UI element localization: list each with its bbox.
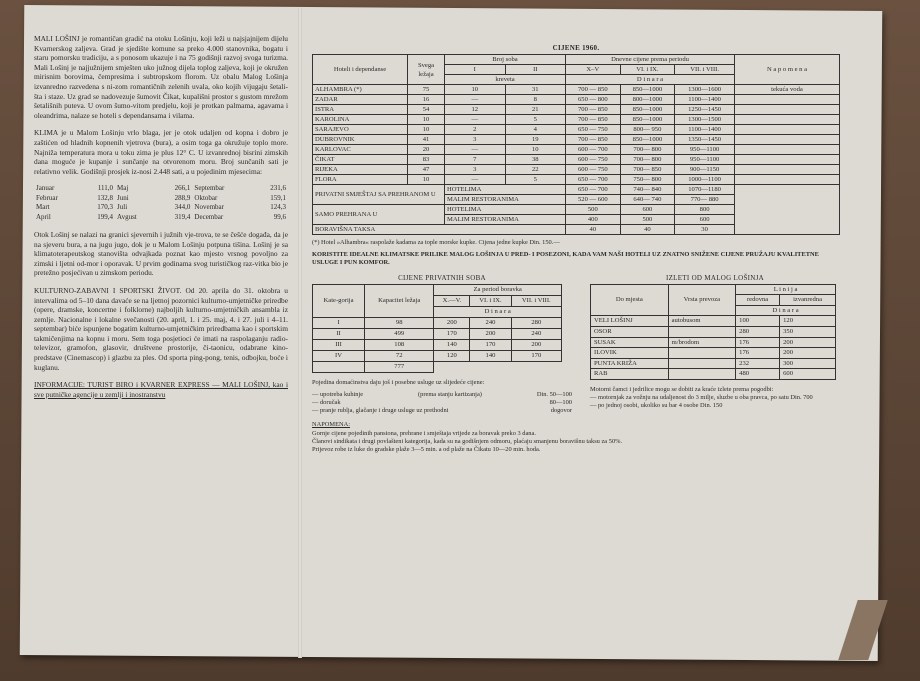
- hotel-row: [313, 135, 840, 145]
- capacity: 98: [365, 317, 434, 328]
- hotel-note: [735, 125, 840, 135]
- col-category: Kate-gorija: [313, 284, 365, 317]
- private-row-label: HOTELIMA: [445, 185, 566, 195]
- rooms-note: Pojedina domaćinstva daju još i posebne usluge uz slijedeće cijene:: [312, 378, 485, 386]
- price-extra: 300: [780, 358, 836, 369]
- hotel-note: [735, 95, 840, 105]
- napomena-block: [312, 421, 840, 454]
- service-price: Din. 50—100: [536, 390, 572, 398]
- price-regular: 100: [736, 316, 780, 327]
- hotel-note: [735, 135, 840, 145]
- half-row-value: 600: [620, 205, 675, 215]
- price-regular: 176: [736, 337, 780, 348]
- hotel-note: [735, 155, 840, 165]
- col-rooms-dinara: D i n a r a: [434, 306, 562, 317]
- price-regular: 232: [736, 358, 780, 369]
- private-row-value: 650 — 700: [566, 185, 621, 195]
- hotel-note: [735, 165, 840, 175]
- rooms-2: 31: [505, 85, 566, 95]
- climate-paragraph: KLIMA je u Malom Lošinju vrlo blaga, jer je otok udaljen od kopna i dobro je zaštićen od hladnih kopnenih vjetrova (bura), a osim toga ga okružuje toplo more. Najniža temperatura mora u toku zima je plus 12° C. U izvanrednoj bisrini zimskih dana moguće je kupanje i sunčanje na otvorenom moru. Broj sunčanih sati je relativno velik. Godišnji prosjek iz-nosi 2.448 sati, a u pojedinim mjesecima:: [34, 128, 288, 176]
- location-paragraph: Otok Lošinj se nalazi na granici sjevernih i južnih vje-trova, te se češće događa, da je na sjeveru bura, a na jugu jugo, dok je u Malom Lošinju potpuna tišina. Lošinj je sa klimatoterapeutskog stanovišta odvajkada poznat kao mjesto vrsnog povoljno za zimski i ljetni od-mor i oporavak. U prvim godinama svog turističkog raz-vitka bio je pretežno posjećivan u zimskom periodu.: [34, 229, 288, 278]
- room-row: [313, 317, 562, 328]
- boat-note: Motorni čamci i jedrilice mogu se dobiti za kraće izlete prema pogodbi:: [590, 385, 774, 393]
- price-mid: 800—1000: [620, 95, 675, 105]
- month-name: Oktobar: [194, 193, 218, 202]
- prices-caption: CIJENE 1960.: [552, 44, 600, 52]
- price-low: 650 — 800: [566, 95, 621, 105]
- sunshine-hours: 132,8: [97, 193, 114, 202]
- rooms-2: 8: [505, 95, 566, 105]
- price-mid: 850—1000: [620, 115, 675, 125]
- hotel-note: [735, 175, 840, 185]
- price-high: 1100—1400: [675, 125, 735, 135]
- price-low: 650 — 700: [566, 175, 621, 185]
- col-trips-dinara: D i n a r a: [736, 305, 836, 316]
- rooms-1: 3: [445, 135, 506, 145]
- trips-caption: IZLETI OD MALOG LOŠINJA: [665, 273, 765, 282]
- price-low: 140: [434, 339, 470, 350]
- trip-row: [591, 358, 836, 369]
- half-row-value: 600: [675, 215, 735, 225]
- price-low: 650 — 750: [566, 125, 621, 135]
- room-row: [313, 328, 562, 339]
- beds: 54: [408, 105, 445, 115]
- price-low: 120: [434, 350, 470, 361]
- destination: SUSAK: [591, 337, 669, 348]
- month-name: Mart: [36, 203, 50, 212]
- price-mid: 170: [470, 339, 511, 350]
- capacity: 72: [365, 350, 434, 361]
- price-high: 1350—1450: [675, 135, 735, 145]
- price-high: 1100—1400: [675, 95, 735, 105]
- hotel-name: SARAJEVO: [313, 125, 408, 135]
- price-extra: 200: [780, 337, 836, 348]
- sunshine-table: [34, 184, 288, 222]
- half-row-value: 500: [620, 215, 675, 225]
- hotel-name: FLORA: [313, 175, 408, 185]
- category: III: [313, 339, 365, 350]
- month-name: Maj: [117, 184, 129, 193]
- rooms-total-row: [313, 361, 562, 372]
- hotel-row: [313, 95, 840, 105]
- rooms-total: 777: [365, 361, 434, 372]
- category: IV: [313, 350, 365, 361]
- month-name: Novembar: [194, 203, 224, 212]
- beds: 10: [408, 125, 445, 135]
- private-row-label: MALIM RESTORANIMA: [445, 195, 566, 205]
- price-high: 1250—1450: [675, 105, 735, 115]
- price-high: 200: [511, 339, 561, 350]
- month-name: Decembar: [194, 212, 224, 221]
- price-low: 600 — 750: [566, 165, 621, 175]
- col-regular: redovna: [736, 295, 780, 306]
- col-period-2: VI. i IX.: [620, 65, 675, 75]
- right-column: [312, 44, 840, 454]
- category: II: [313, 328, 365, 339]
- price-extra: 200: [780, 348, 836, 359]
- trip-row: [591, 316, 836, 327]
- note-empty: [735, 185, 840, 235]
- service-item: [312, 407, 572, 415]
- trip-row: [591, 337, 836, 348]
- info-paragraph: INFORMACIJE: TURIST BIRO i KVARNER EXPRESS — MALI LOŠINJ, kao i sve putničke agencije u zemlji i inostranstvu: [34, 380, 288, 399]
- beds: 75: [408, 85, 445, 95]
- tax-value: 40: [620, 225, 675, 235]
- rooms-2: 5: [505, 115, 566, 125]
- hotel-row: [313, 85, 840, 95]
- col-capacity: Kapacitet ležaja: [365, 284, 434, 317]
- rooms-2: 10: [505, 145, 566, 155]
- private-label: PRIVATNI SMJEŠTAJ SA PREHRANOM U: [313, 185, 445, 205]
- price-extra: 120: [780, 316, 836, 327]
- category: I: [313, 317, 365, 328]
- month-name: April: [36, 212, 51, 221]
- col-period-3: VII. i VIII.: [675, 65, 735, 75]
- rooms-2: 4: [505, 125, 566, 135]
- price-low: 600 — 750: [566, 155, 621, 165]
- half-row-label: HOTELIMA: [445, 205, 566, 215]
- sunshine-hours: 170,3: [97, 203, 114, 212]
- sunshine-hours: 99,6: [273, 212, 286, 221]
- private-row-value: 520 — 600: [566, 195, 621, 205]
- destination: RAB: [591, 369, 669, 380]
- col-kreveta: kreveta: [445, 75, 566, 85]
- hotel-name: ISTRA: [313, 105, 408, 115]
- napomena-line: Članovi sindikata i drugi povlašteni kategorija, kada su na godišnjem odmoru, plaćaju smanjenu boravišnu taksu za 50%.: [312, 437, 623, 445]
- hotel-name: ZADAR: [313, 95, 408, 105]
- month-name: Septembar: [194, 184, 225, 193]
- hotel-name: KAROLINA: [313, 115, 408, 125]
- total-spacer: [313, 361, 365, 372]
- col-period-1: X–V: [566, 65, 621, 75]
- price-high: 950—1100: [675, 145, 735, 155]
- price-mid: 850—1000: [620, 135, 675, 145]
- service-item: [312, 399, 572, 407]
- month-name: Juni: [117, 193, 129, 202]
- culture-paragraph: KULTURNO-ZABAVNI I SPORTSKI ŽIVOT. Od 20. aprila do 31. oktobra u intervalima od 5–10 dana davaće se na ljetnoj pozornici kulturno-umjetničke priredbe (opere, dramske, koncertne i folklorne) najboljih kulturno-umjetničkih ansambla iz zemlje. Nacionalne i lokalne svečanosti (20. april, 1. i 25. maj, 4. i 27. juli i 4–11. septembar) biće ispunjene bogatim kulturno-umjetničkim priredbama kao i sportskim takmičenjima na kopnu i moru. Sem toga posjetioci će imati na raspolaganju radio-televizor, gramofon, glasovir, društvene prostorije, či-taonicu, odabrane kino-predstave (Cinemascop) i glazbu za ples. Od sporta ping-pong, tenis, odbojku, boće i kuglanu.: [34, 285, 288, 372]
- destination: OSOR: [591, 326, 669, 337]
- room-row: [313, 339, 562, 350]
- transport: [668, 369, 736, 380]
- col-rooms-p2: VI. i IX.: [470, 295, 511, 306]
- hotel-note: [735, 115, 840, 125]
- col-extra: izvanredna: [780, 295, 836, 306]
- sunshine-hours: 199,4: [97, 212, 114, 221]
- rooms-1: —: [445, 145, 506, 155]
- napomena-line: Prijevoz robe iz luke do gradske plaže 3—5 min. a od plaže na Čikatu 10—20 min. hoda.: [312, 446, 541, 454]
- half-row-value: 400: [566, 215, 621, 225]
- price-low: 170: [434, 328, 470, 339]
- climate-row: [34, 184, 288, 193]
- price-mid: 240: [470, 317, 511, 328]
- price-mid: 800— 950: [620, 125, 675, 135]
- price-low: 200: [434, 317, 470, 328]
- intro-paragraph: MALI LOŠINJ je romantičan gradić na otoku Lošinju, koji leži u najsjajnijem dijelu Kvarnerskog zaljeva. Grad je sjedište komune sa preko 4.000 stanovnika, bogatu i staru pomorsku tradiciju, a s ponosom ukazuje i na 75 godišnji razvoj svoga turizma. Mali Lošinj je najjužnijem smješten uko južnog dijela toplog zaljeva, koji je okružen mirisnim borovima, čempresima i subtropskom florom. Uz obalu Malog Lošinja izvanredno razvedena s ni-zom romantičnih zelenih uvala, oko kojih vijugaju šetali-šta i staze. Uz grad se nadovezuje šumovit Čikat, kupališni prostor s gustom mrežom šetališnih puteva. U ovom šumo-vitom predjelu, koji je protkan palmama, agavama i oleandrima, nalaze se hoteli s dependansama i vilama.: [34, 34, 288, 120]
- rooms-2: 22: [505, 165, 566, 175]
- private-rooms-block: [312, 274, 572, 416]
- tax-value: 30: [675, 225, 735, 235]
- private-row-value: 640— 740: [620, 195, 675, 205]
- col-transport: Vrsta prevoza: [668, 284, 736, 316]
- transport: [668, 348, 736, 359]
- price-mid: 750— 800: [620, 175, 675, 185]
- transport: [668, 358, 736, 369]
- hotel-row: [313, 125, 840, 135]
- boat-price-note: — motornjak za vožnju na udaljenost do 3 milje, sluzbe u oba pravca, po satu Din. 700: [590, 394, 813, 402]
- left-column: [34, 34, 288, 407]
- service-price: 80—100: [549, 399, 572, 407]
- price-mid: 850—1000: [620, 85, 675, 95]
- rooms-2: 19: [505, 135, 566, 145]
- month-name: Juli: [117, 203, 128, 212]
- private-row-value: 740— 840: [620, 185, 675, 195]
- tax-value: 40: [566, 225, 621, 235]
- half-row-value: 800: [675, 205, 735, 215]
- hotel-row: [313, 105, 840, 115]
- sunshine-hours: 231,6: [270, 184, 286, 193]
- price-mid: 700— 800: [620, 155, 675, 165]
- rooms-1: —: [445, 95, 506, 105]
- price-high: 1300—1500: [675, 115, 735, 125]
- rooms-1: 3: [445, 165, 506, 175]
- price-mid: 200: [470, 328, 511, 339]
- trip-row: [591, 369, 836, 380]
- napomena-line: Gornje cijene pojedinih pansiona, prehrane i smještaja vrijede za boravak preko 3 dana.: [312, 429, 536, 437]
- price-low: 700 — 850: [566, 115, 621, 125]
- col-rooms-p3: VII. i VIII.: [511, 295, 561, 306]
- room-row: [313, 350, 562, 361]
- col-beds: Svega ležaja: [408, 55, 445, 85]
- col-rooms-2: II: [505, 65, 566, 75]
- service-name: — upotreba kuhinje: [312, 390, 364, 398]
- month-name: Februar: [36, 193, 58, 202]
- price-high: 1300—1600: [675, 85, 735, 95]
- price-regular: 480: [736, 369, 780, 380]
- rooms-2: 38: [505, 155, 566, 165]
- hotel-name: RIJEKA: [313, 165, 408, 175]
- services-list: [312, 391, 572, 416]
- half-row-label: MALIM RESTORANIMA: [445, 215, 566, 225]
- hotel-price-table: [312, 54, 840, 235]
- tax-label: BORAVIŠNA TAKSA: [313, 225, 566, 235]
- page-fold: [298, 8, 302, 658]
- sunshine-hours: 288,9: [174, 193, 191, 202]
- napomena-title: NAPOMENA:: [312, 421, 350, 429]
- destination: PUNTA KRIŽA: [591, 358, 669, 369]
- price-extra: 600: [780, 369, 836, 380]
- private-row-value: 770— 880: [675, 195, 735, 205]
- service-name: — pranje rublja, glačanje i druge usluge uz prethodni: [312, 407, 449, 415]
- col-dinara: D i n a r a: [566, 75, 735, 85]
- sunshine-hours: 111,0: [97, 184, 114, 193]
- price-regular: 280: [736, 326, 780, 337]
- price-high: 280: [511, 317, 561, 328]
- price-mid: 700— 850: [620, 165, 675, 175]
- transport: m/brodom: [668, 337, 736, 348]
- sunshine-hours: 124,3: [270, 203, 286, 212]
- rooms-1: 7: [445, 155, 506, 165]
- price-mid: 850—1000: [620, 105, 675, 115]
- price-regular: 176: [736, 348, 780, 359]
- month-name: Avgust: [117, 212, 137, 221]
- hotel-name: ČIKAT: [313, 155, 408, 165]
- col-rooms-period: Za period boravka: [434, 284, 562, 295]
- price-low: 700 — 850: [566, 85, 621, 95]
- month-name: Januar: [36, 184, 55, 193]
- hotel-name: ALHAMBRA (*): [313, 85, 408, 95]
- col-destination: Do mjesta: [591, 284, 669, 316]
- beds: 20: [408, 145, 445, 155]
- col-period: Dnevne cijene prema periodu: [566, 55, 735, 65]
- col-rooms-p1: X.—V.: [434, 295, 470, 306]
- climate-row: [34, 203, 288, 212]
- rooms-1: 12: [445, 105, 506, 115]
- private-row-value: 1070—1180: [675, 185, 735, 195]
- col-rooms-1: I: [445, 65, 506, 75]
- hotel-note: [735, 145, 840, 155]
- hotel-row: [313, 165, 840, 175]
- hotel-name: DUBROVNIK: [313, 135, 408, 145]
- sunshine-hours: 344,0: [174, 203, 191, 212]
- service-price: dogovor: [550, 407, 572, 415]
- hotel-note: tekuća voda: [735, 85, 840, 95]
- rooms-2: 5: [505, 175, 566, 185]
- col-rooms: Broj soba: [445, 55, 566, 65]
- service-name: — doručak: [312, 399, 341, 407]
- half-row-value: 500: [566, 205, 621, 215]
- hotel-note: [735, 105, 840, 115]
- hotel-row: [313, 145, 840, 155]
- trip-row: [591, 326, 836, 337]
- price-high: 170: [511, 350, 561, 361]
- climate-row: [34, 213, 288, 222]
- price-extra: 350: [780, 326, 836, 337]
- transport: autobusom: [668, 316, 736, 327]
- service-item: [312, 391, 572, 399]
- price-high: 900—1150: [675, 165, 735, 175]
- beds: 47: [408, 165, 445, 175]
- col-line: L i n i j a: [736, 284, 836, 295]
- destination: ILOVIK: [591, 348, 669, 359]
- beds: 16: [408, 95, 445, 105]
- transport: [668, 326, 736, 337]
- sunshine-hours: 159,1: [270, 193, 286, 202]
- boat-person-note: — po jednoj osobi, ukoliko su bar 4 osobe Din. 150: [590, 402, 723, 410]
- sunshine-hours: 319,4: [174, 212, 191, 221]
- alhambra-note: (*) Hotel »Alhambra« raspolaže kadama za tople morske kupke. Cijena jedne kupke Din. 150.—: [312, 239, 560, 246]
- col-hotel: Hoteli i dependanse: [313, 55, 408, 85]
- rooms-1: —: [445, 115, 506, 125]
- hotel-name: KARLOVAC: [313, 145, 408, 155]
- hotel-row: [313, 175, 840, 185]
- capacity: 499: [365, 328, 434, 339]
- sunshine-hours: 266,1: [174, 184, 191, 193]
- capacity: 108: [365, 339, 434, 350]
- halfboard-label: SAMO PREHRANA U: [313, 205, 445, 225]
- destination: VELI LOŠINJ: [591, 316, 669, 327]
- price-low: 600 — 700: [566, 145, 621, 155]
- trip-row: [591, 348, 836, 359]
- hotel-row: [313, 115, 840, 125]
- price-low: 700 — 850: [566, 105, 621, 115]
- rooms-1: —: [445, 175, 506, 185]
- rooms-caption: CIJENE PRIVATNIH SOBA: [398, 273, 486, 282]
- trips-table: [590, 284, 836, 380]
- price-high: 1000—1100: [675, 175, 735, 185]
- price-high: 950—1100: [675, 155, 735, 165]
- climate-row: [34, 194, 288, 203]
- service-detail: (prema stanju kartizanja): [418, 390, 482, 398]
- rooms-1: 10: [445, 85, 506, 95]
- season-note: KORISTITE IDEALNE KLIMATSKE PRILIKE MALOG LOŠINJA U PRED- I POSEZONI, KADA VAM NAŠI HOTELI UZ ZNATNO SNIŽENE CIJENE PRUŽAJU KVALITETNE USLUGE I PUN KOMFOR.: [312, 251, 819, 267]
- price-mid: 140: [470, 350, 511, 361]
- rooms-2: 21: [505, 105, 566, 115]
- beds: 41: [408, 135, 445, 145]
- price-low: 700 — 850: [566, 135, 621, 145]
- trips-block: [590, 274, 840, 416]
- beds: 83: [408, 155, 445, 165]
- rooms-1: 2: [445, 125, 506, 135]
- col-note: N a p o m e n a: [735, 55, 840, 85]
- price-high: 240: [511, 328, 561, 339]
- private-rooms-table: [312, 284, 562, 373]
- beds: 10: [408, 115, 445, 125]
- price-mid: 700— 800: [620, 145, 675, 155]
- beds: 10: [408, 175, 445, 185]
- hotel-row: [313, 155, 840, 165]
